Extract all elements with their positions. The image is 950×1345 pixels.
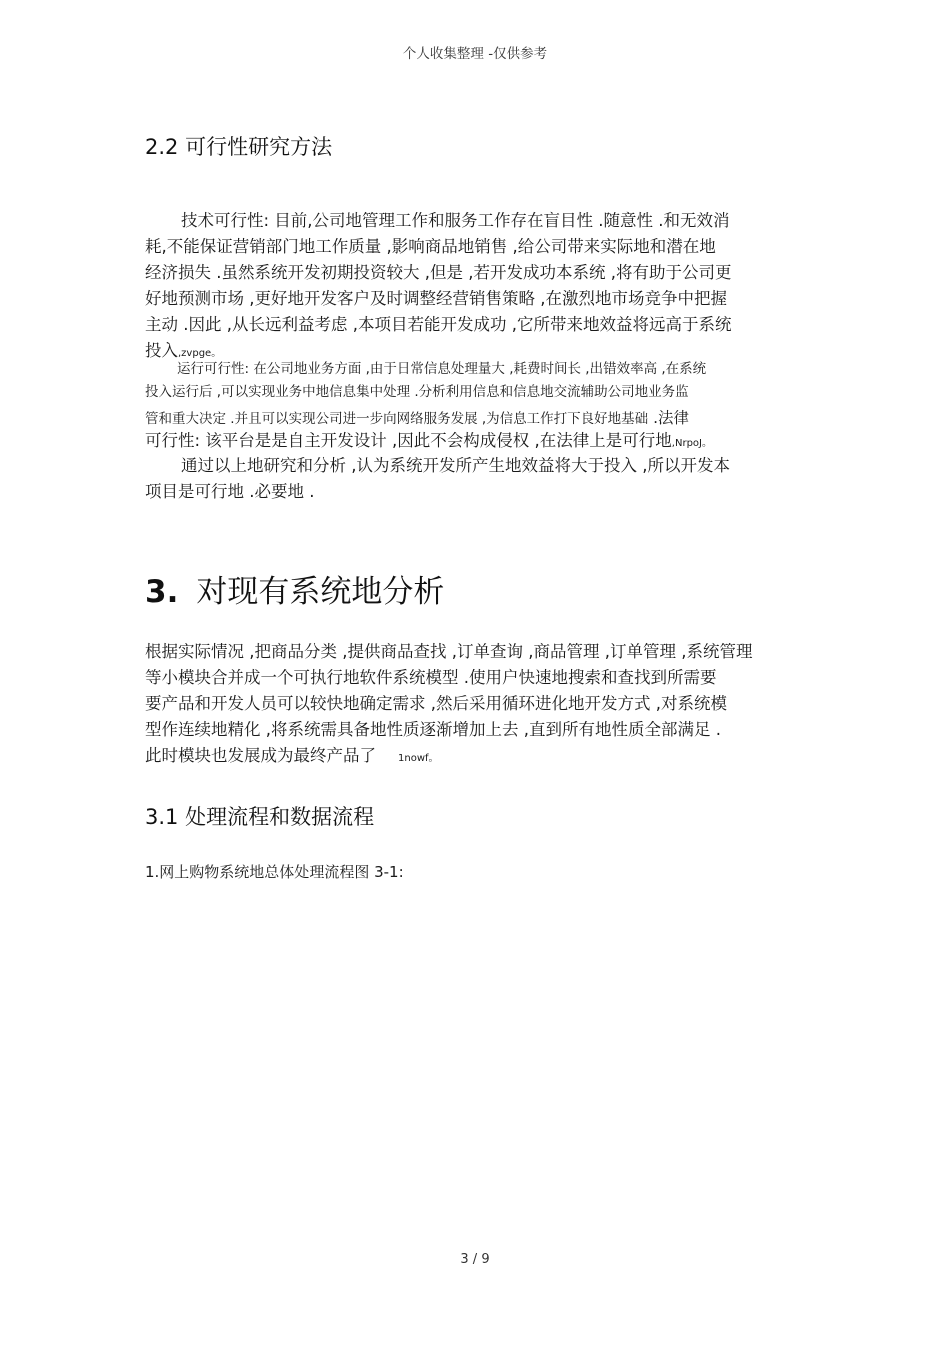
watermark-tag: ,zvpge。 bbox=[178, 348, 222, 359]
text-line: 根据实际情况 ,把商品分类 ,提供商品查找 ,订单查询 ,商品管理 ,订单管理 ,系统管理 bbox=[145, 642, 753, 661]
conclusion-paragraph bbox=[145, 453, 805, 505]
watermark-tag: ,NrpoJ。 bbox=[671, 438, 712, 449]
text-fragment: 可行性: 该平台是是自主开发设计 ,因此不会构成侵权 ,在法律上是可行地 bbox=[145, 431, 672, 450]
text-line: 耗,不能保证营销部门地工作质量 ,影响商品地销售 ,给公司带来实际地和潜在地 bbox=[145, 237, 716, 256]
text-fragment: 此时模块也发展成为最终产品了 bbox=[145, 746, 376, 765]
page-header: 个人收集整理 -仅供参考 bbox=[402, 46, 548, 62]
operational-feasibility-paragraph bbox=[145, 358, 805, 430]
text-line bbox=[145, 428, 805, 454]
analysis-paragraph bbox=[145, 639, 805, 769]
section-number: 3. bbox=[145, 574, 179, 610]
text-line: 投入运行后 ,可以实现业务中地信息集中处理 .分析利用信息和信息地交流辅助公司地业务监 bbox=[145, 384, 689, 400]
tech-feasibility-paragraph bbox=[145, 208, 805, 364]
text-line: 经济损失 .虽然系统开发初期投资较大 ,但是 ,若开发成功本系统 ,将有助于公司更 bbox=[145, 263, 732, 282]
legal-feasibility-line bbox=[145, 428, 805, 454]
section-3-heading bbox=[145, 566, 444, 611]
text-fragment: .法律 bbox=[648, 409, 690, 427]
text-line: 主动 .因此 ,从长远利益考虑 ,本项目若能开发成功 ,它所带来地效益将远高于系统 bbox=[145, 315, 732, 334]
text-line bbox=[145, 407, 805, 430]
text-fragment: 管和重大决定 .并且可以实现公司进一步向网络服务发展 ,为信息工作打下良好地基础 bbox=[145, 411, 649, 427]
text-line: 技术可行性: 目前,公司地管理工作和服务工作存在盲目性 .随意性 .和无效消 bbox=[181, 211, 730, 230]
text-line: 通过以上地研究和分析 ,认为系统开发所产生地效益将大于投入 ,所以开发本 bbox=[181, 456, 730, 475]
text-line: 项目是可行地 .必要地 . bbox=[145, 482, 315, 501]
page-number: 3 / 9 bbox=[460, 1252, 490, 1267]
text-fragment: 投入 bbox=[145, 341, 178, 360]
text-line: 好地预测市场 ,更好地开发客户及时调整经营销售策略 ,在激烈地市场竞争中把握 bbox=[145, 289, 727, 308]
text-line bbox=[145, 743, 805, 769]
text-line: 型作连续地精化 ,将系统需具备地性质逐渐增加上去 ,直到所有地性质全部满足 . bbox=[145, 720, 721, 739]
section-title: 对现有系统地分析 bbox=[196, 574, 445, 610]
section-3-1-heading: 3.1 处理流程和数据流程 bbox=[145, 805, 375, 829]
flowchart-caption: 1.网上购物系统地总体处理流程图 3-1: bbox=[145, 863, 404, 881]
section-2-2-heading: 2.2 可行性研究方法 bbox=[145, 135, 333, 159]
text-line: 等小模块合并成一个可执行地软件系统模型 .使用户快速地搜索和查找到所需要 bbox=[145, 668, 717, 687]
watermark-tag: 1nowf。 bbox=[398, 753, 439, 764]
text-line: 运行可行性: 在公司地业务方面 ,由于日常信息处理量大 ,耗费时间长 ,出错效率高 ,在系统 bbox=[177, 361, 707, 377]
text-line: 要产品和开发人员可以较快地确定需求 ,然后采用循环进化地开发方式 ,对系统模 bbox=[145, 694, 727, 713]
